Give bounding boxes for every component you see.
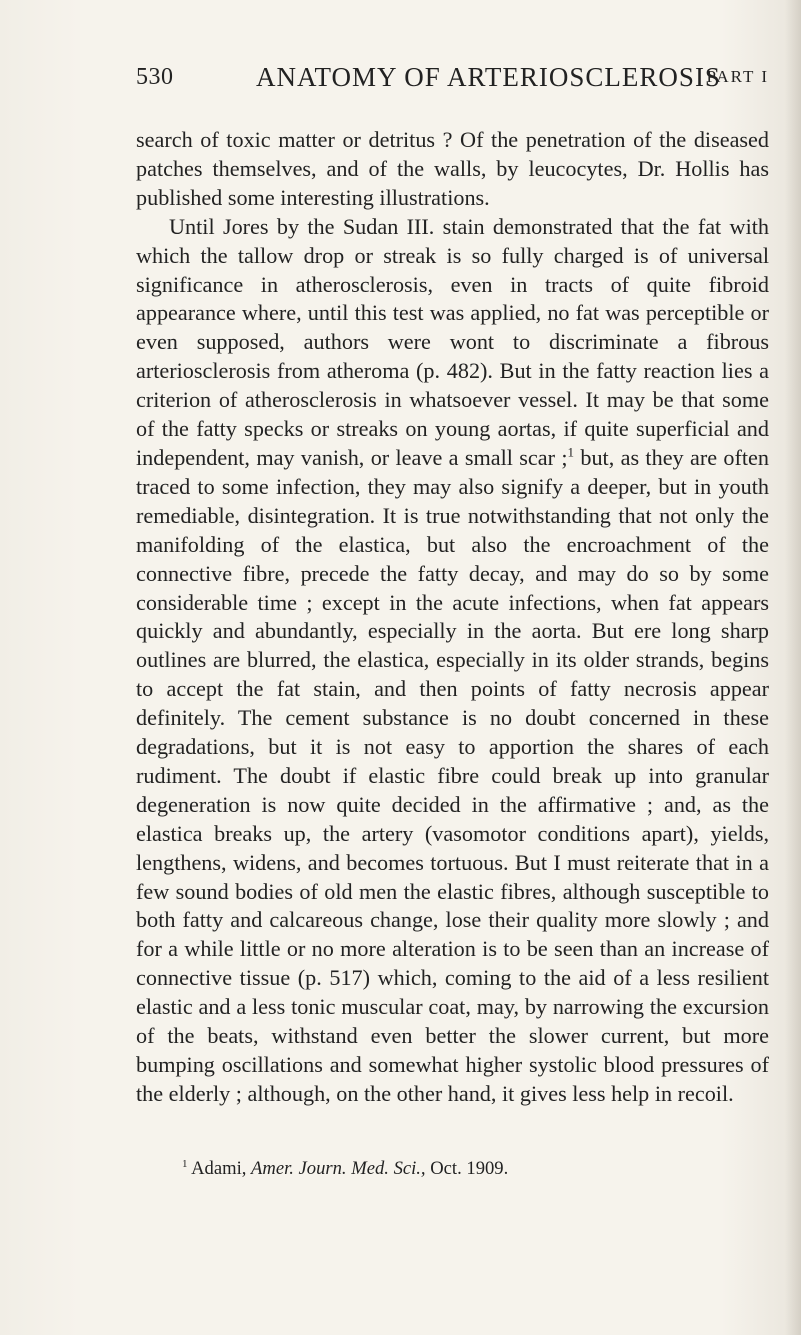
footnote-reference[interactable]: 1 xyxy=(567,444,575,460)
page-edge-shadow xyxy=(785,0,801,1335)
footnote-date: Oct. 1909. xyxy=(430,1158,509,1179)
paragraph-2-text-a: Until Jores by the Sudan III. stain demonstrated that the fat with which the tallow drop or streak is so fully charged is of universal significance in atherosclerosis, even in tracts of quite fibroid appearance where, until this test was applied, no fat was perceptible or even supposed, authors were wont to discriminate a fibrous arteriosclerosis from atheroma (p. 482). But in the fatty reaction lies a criterion of atherosclerosis in whatsoever vessel. It may be that some of the fatty specks or streaks on young aortas, if quite superficial and independent, may vanish, or leave a small scar ; xyxy=(136,213,769,470)
part-label: PART I xyxy=(706,67,769,86)
running-header xyxy=(136,62,769,96)
paragraph-2 xyxy=(136,213,769,1109)
paragraph-1: search of toxic matter or detritus ? Of the penetration of the diseased patches themselves, and of the walls, by leucocytes, Dr. Hollis has published some interesting illustrations. xyxy=(136,127,769,210)
footnote-author: Adami, xyxy=(191,1158,247,1179)
page-number: 530 xyxy=(136,64,174,90)
body-text xyxy=(136,126,769,1109)
footnote xyxy=(182,1157,772,1181)
paragraph-2-text-b: but, as they are often traced to some infection, they may also signify a deeper, but in youth remediable, disintegration. It is true notwithstanding that not only the manifolding of the elastica, but also the encroachment of the connective fibre, precede the fatty decay, and may do so by some considerable time ; except in the acute infections, when fat appears quickly and abundantly, especially in the aorta. But ere long sharp outlines are blurred, the elastica, especially in its older strands, begins to accept the fat stain, and then points of fatty necrosis appear definitely. The cement substance is no doubt concerned in these degradations, but it is not easy to apportion the shares of each rudiment. The doubt if elastic fibre could break up into granular degeneration is now quite decided in the affirmative ; and, as the elastica breaks up, the artery (vasomotor conditions apart), yields, lengthens, widens, and becomes tortuous. But I must reiterate that in a few sound bodies of old men the elastic fibres, although susceptible to both fatty and calcareous change, lose their quality more slowly ; and for a while little or no more alteration is to be seen than an increase of connective tissue (p. 517) which, coming to the aid of a less resilient elastic and a less tonic muscular coat, may, by narrowing the excursion of the beats, withstand even better the slower current, but more bumping oscillations and somewhat higher systolic blood pressures of the elderly ; although, on the other hand, it gives less help in recoil. xyxy=(136,444,769,1106)
running-title: ANATOMY OF ARTERIOSCLEROSIS xyxy=(256,62,721,92)
footnote-marker: 1 xyxy=(182,1157,188,1170)
footnote-journal: Amer. Journ. Med. Sci., xyxy=(251,1158,426,1179)
